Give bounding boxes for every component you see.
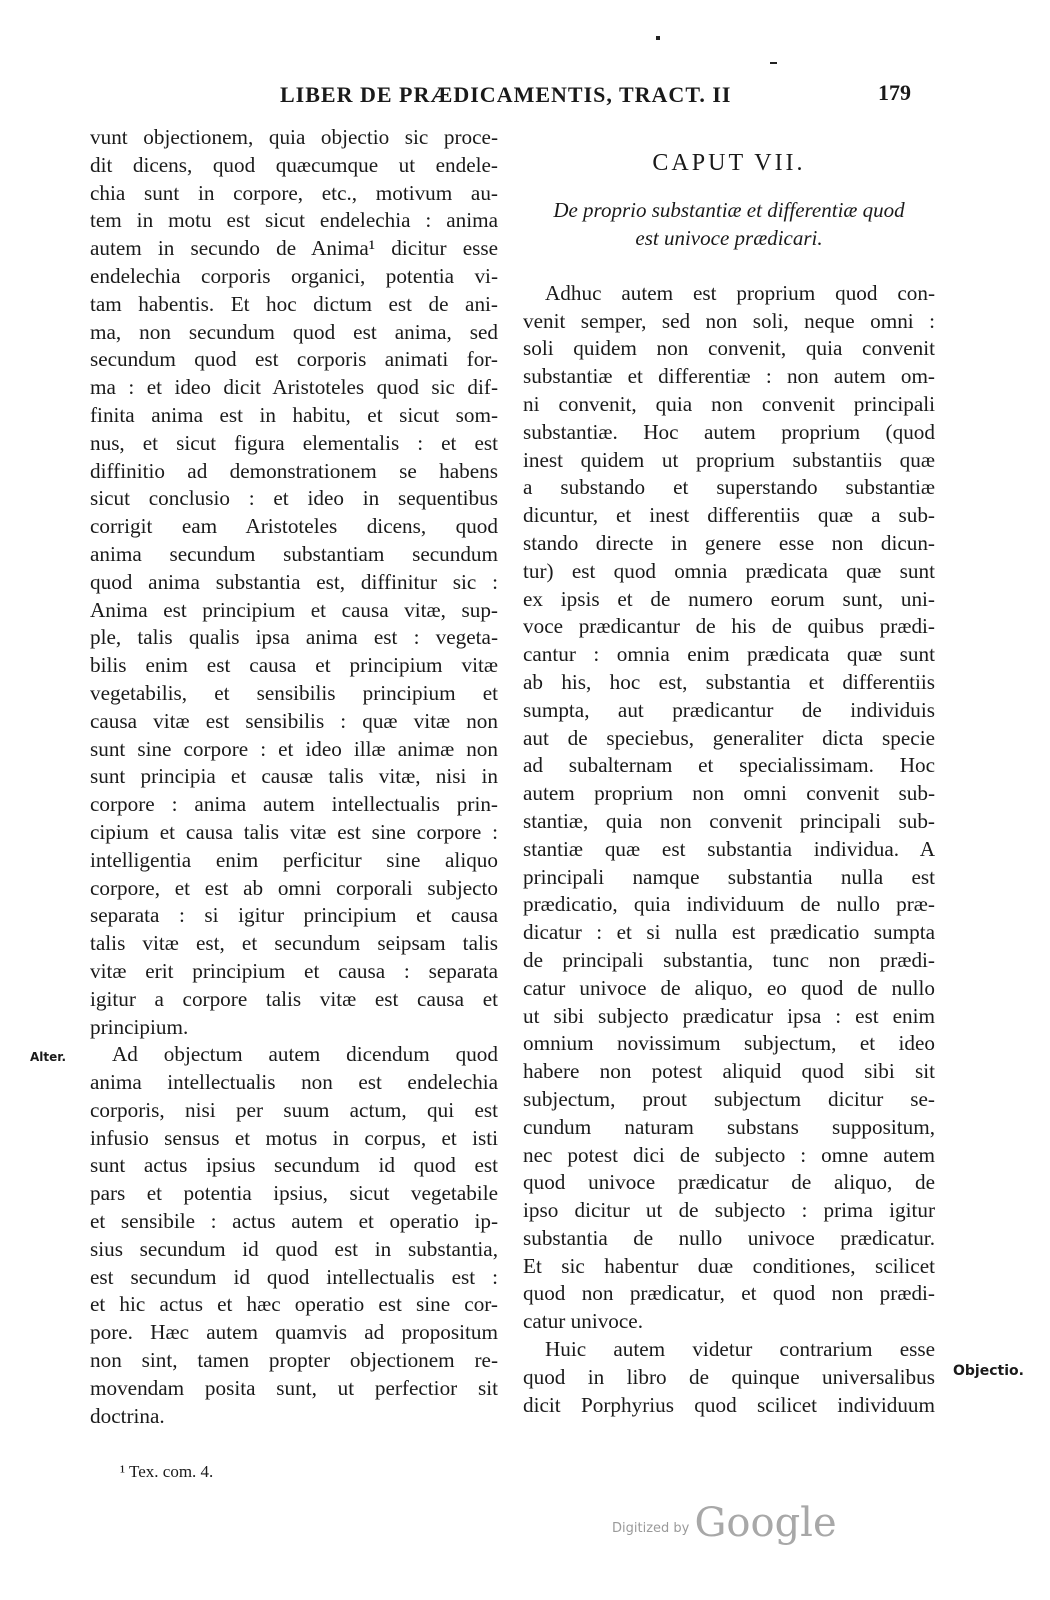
text-line: non sint, tamen propter objectionem re- (90, 1348, 498, 1373)
right-column (523, 124, 935, 1419)
text-line: corpore, et est ab omni corporali subjecto (90, 875, 498, 900)
text-line: substantiæ et differentiæ : non autem om- (523, 364, 935, 389)
chapter-title: CAPUT VII. (652, 150, 806, 176)
text-line: stantiæ, quia non convenit principali sub- (523, 808, 935, 833)
text-line: quod in libro de quinque universalibus (523, 1364, 935, 1389)
text-line: corporis, nisi per suum actum, qui est (90, 1097, 498, 1122)
text-line: chia sunt in corpore, etc., motivum au- (90, 180, 498, 205)
text-line: inest quidem ut proprium substantiis quæ (523, 447, 935, 472)
text-line: causa vitæ est sensibilis : quæ vitæ non (90, 708, 498, 733)
text-line: quod anima substantia est, diffinitur sic : (90, 569, 498, 594)
text-line: autem in secundo de Anima¹ dicitur esse (90, 236, 498, 261)
text-line: separata : si igitur principium et causa (90, 903, 498, 928)
text-line: omnium novissimum subjectum, et ideo (523, 1031, 935, 1056)
text-line: doctrina. (90, 1403, 165, 1428)
text-line: cundum naturam substans suppositum, (523, 1114, 935, 1139)
digitization-watermark (612, 1500, 837, 1546)
text-line: ad subalternam et specialissimam. Hoc (523, 753, 935, 778)
text-line: dicuntur, et inest differentiis quæ a sub- (523, 503, 935, 528)
text-line: quod univoce prædicatur de aliquo, de (523, 1170, 935, 1195)
text-line: diffinitio ad demonstrationem se habens (90, 458, 498, 483)
text-line: ut sibi subjecto prædicatur ipsa : est enim (523, 1003, 935, 1028)
text-line: talis vitæ est, et secundum seipsam talis (90, 931, 498, 956)
text-line: tam habentis. Et hoc dictum est de ani- (90, 291, 498, 316)
running-head: LIBER DE PRÆDICAMENTIS, TRACT. II (280, 82, 732, 107)
text-line: movendam posita sunt, ut perfectior sit (90, 1375, 498, 1400)
text-line: nus, et sicut figura elementalis : et est (90, 430, 498, 455)
text-line: sunt sine corpore : et ideo illæ animæ non (90, 736, 498, 761)
text-line: dit dicens, quod quæcumque ut endele- (90, 152, 498, 177)
text-line: cantur : omnia enim prædicata quæ sunt (523, 642, 935, 667)
text-line: dicit Porphyrius quod scilicet individuum (523, 1392, 935, 1417)
text-line: intelligentia enim perficitur sine aliquo (90, 847, 498, 872)
text-line: soli quidem non convenit, quia convenit (523, 336, 935, 361)
text-line: Adhuc autem est proprium quod con- (545, 280, 935, 305)
chapter-subtitle (523, 196, 935, 252)
text-line: dicatur : et si nulla est prædicatio sumpta (523, 920, 935, 945)
text-line: tur) est quod omnia prædicata quæ sunt (523, 558, 935, 583)
left-column (90, 124, 498, 1430)
print-speck (770, 62, 777, 64)
text-line: Huic autem videtur contrarium esse (545, 1337, 935, 1362)
text-line: voce prædicantur de his de quibus prædi- (523, 614, 935, 639)
text-line: pars et potentia ipsius, sicut vegetabile (90, 1181, 498, 1206)
text-line: ple, talis qualis ipsa anima est : vegeta- (90, 625, 498, 650)
text-line: de principali substantia, tunc non prædi- (523, 947, 935, 972)
text-line: subjectum, prout subjectum dicitur se- (523, 1086, 935, 1111)
text-line: bilis enim est causa et principium vitæ (90, 653, 498, 678)
text-line: venit semper, sed non soli, neque omni : (523, 308, 935, 333)
text-line: secundum quod est corporis animati for- (90, 347, 498, 372)
text-line: ab his, hoc est, substantia et differentiis (523, 669, 935, 694)
page-number: 179 (878, 80, 911, 105)
text-line: vunt objectionem, quia objectio sic proce- (90, 125, 498, 149)
text-line: et sensibile : actus autem et operatio ip- (90, 1209, 498, 1234)
text-line: sunt principia et causæ talis vitæ, nisi in (90, 764, 498, 789)
chapter-subtitle-line: De proprio substantiæ et differentiæ quod (553, 197, 905, 222)
watermark-prefix: Digitized by (612, 1521, 690, 1536)
text-line: ni convenit, quia non convenit principali (523, 391, 935, 416)
text-line: corrigit eam Aristoteles dicens, quod (90, 514, 498, 539)
text-line: nec potest dici de subjecto : omne autem (523, 1142, 935, 1167)
text-line: substantiæ. Hoc autem proprium (quod (523, 419, 935, 444)
text-line: ipso dicitur ut de subjecto : prima igitur (523, 1198, 935, 1223)
text-line: cipium et causa talis vitæ est sine corpore : (90, 819, 498, 844)
text-line: habere non potest aliquid quod sibi sit (523, 1059, 935, 1084)
text-line: vitæ erit principium et causa : separata (90, 958, 498, 983)
text-line: tem in motu est sicut endelechia : anima (90, 208, 498, 233)
text-line: ma, non secundum quod est anima, sed (90, 319, 498, 344)
text-line: anima secundum substantiam secundum (90, 541, 498, 566)
text-line: aut de speciebus, generaliter dicta specie (523, 725, 935, 750)
text-line: anima intellectualis non est endelechia (90, 1070, 498, 1095)
text-line: a substando et superstando substantiæ (523, 475, 935, 500)
text-line: sius secundum id quod est in substantia, (90, 1236, 498, 1261)
text-line: substantia de nullo univoce prædicatur. (523, 1225, 935, 1250)
text-line: igitur a corpore talis vitæ est causa et (90, 986, 498, 1011)
text-line: pore. Hæc autem quamvis ad propositum (90, 1320, 498, 1345)
text-line: corpore : anima autem intellectualis prin- (90, 792, 498, 817)
text-line: infusio sensus et motus in corpus, et isti (90, 1125, 498, 1150)
text-line: vegetabilis, et sensibilis principium et (90, 680, 498, 705)
text-line: quod non prædicatur, et quod non prædi- (523, 1281, 935, 1306)
text-line: endelechia corporis organici, potentia vi- (90, 263, 498, 288)
google-logo: Google (694, 1500, 837, 1546)
text-line: Ad objectum autem dicendum quod (112, 1042, 498, 1067)
text-line: est secundum id quod intellectualis est : (90, 1264, 498, 1289)
text-line: catur univoce de aliquo, eo quod de nullo (523, 975, 935, 1000)
chapter-subtitle-line: est univoce prædicari. (635, 225, 823, 250)
footnote: ¹ Tex. com. 4. (120, 1462, 214, 1481)
text-line: ma : et ideo dicit Aristoteles quod sic dif- (90, 375, 498, 400)
text-line: ex ipsis et de numero eorum sunt, uni- (523, 586, 935, 611)
text-line: sicut conclusio : et ideo in sequentibus (90, 486, 498, 511)
text-line: catur univoce. (523, 1309, 644, 1334)
text-line: prædicatio, quia individuum de nullo præ- (523, 892, 935, 917)
text-line: stantiæ quæ est substantia individua. A (523, 836, 935, 861)
text-line: principali namque substantia nulla est (523, 864, 935, 889)
text-line: finita anima est in habitu, et sicut som- (90, 402, 498, 427)
page-header (0, 78, 1050, 118)
print-speck (656, 36, 660, 40)
text-line: stando directe in genere esse non dicun- (523, 530, 935, 555)
text-line: principium. (90, 1014, 189, 1039)
text-line: sunt actus ipsius secundum id quod est (90, 1153, 498, 1178)
text-line: et hic actus et hæc operatio est sine cor- (90, 1292, 498, 1317)
margin-note-objectio: Objectio. (953, 1363, 1024, 1379)
margin-note-alter: Alter. (30, 1050, 67, 1064)
text-line: Anima est principium et causa vitæ, sup- (90, 597, 498, 622)
text-line: autem proprium non omni convenit sub- (523, 781, 935, 806)
text-line: Et sic habentur duæ conditiones, scilicet (523, 1253, 935, 1278)
text-line: sumpta, aut prædicantur de individuis (523, 697, 935, 722)
